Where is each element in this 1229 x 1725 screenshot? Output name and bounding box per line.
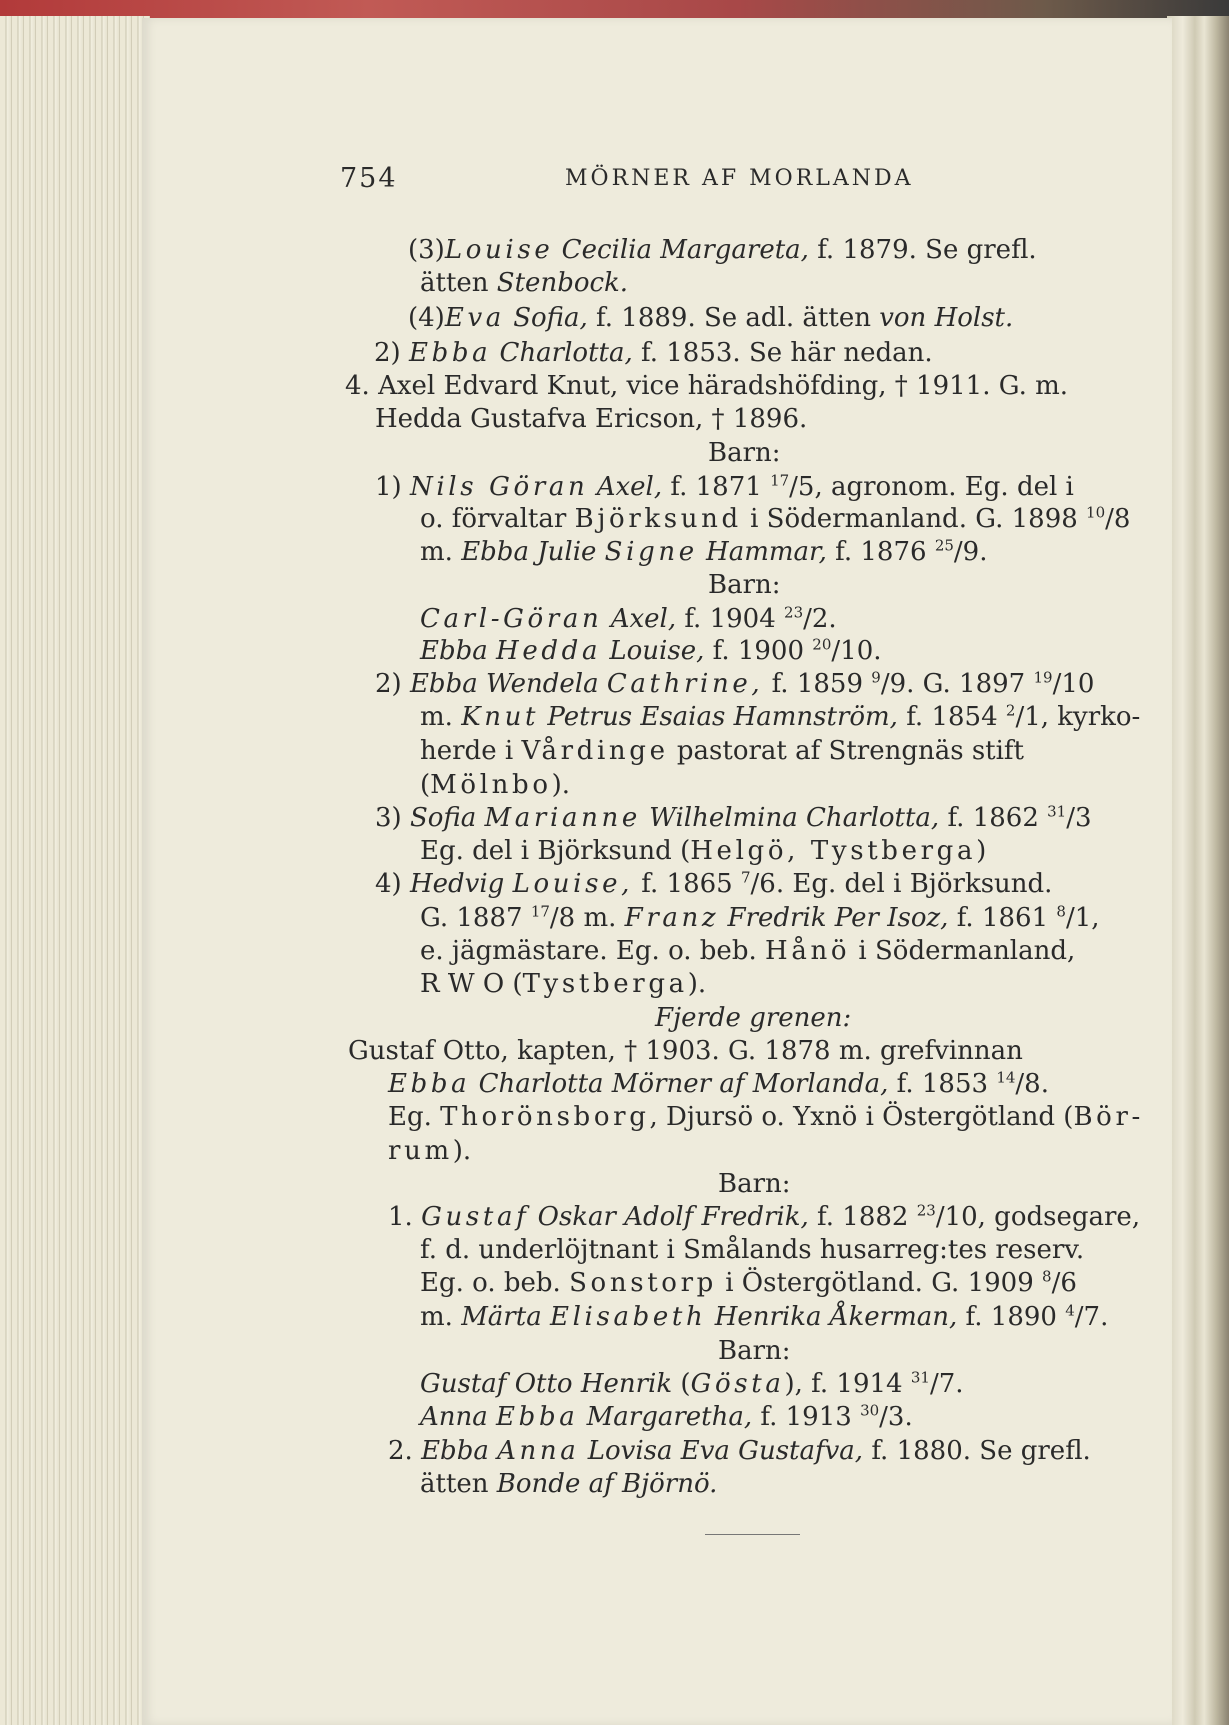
section-heading: Barn: bbox=[708, 438, 781, 468]
text-line: 3) Sofia Marianne Wilhelmina Charlotta, f. 1862 $^{31}$/3 bbox=[375, 802, 1092, 833]
text-line: m. Knut Petrus Esaias Hamnström, f. 1854 $^2$/1, kyrko- bbox=[420, 701, 1141, 732]
text-line: Ebba Charlotta Mörner af Morlanda, f. 1853 $^{14}$/8. bbox=[388, 1068, 1049, 1099]
text-line: Ebba Hedda Louise, f. 1900 $^{20}$/10. bbox=[420, 635, 882, 666]
text-line: 2) Ebba Wendela Cathrine, f. 1859 $^9$/9. G. 1897 $^{19}$/10 bbox=[375, 668, 1095, 699]
text-line: 4. Axel Edvard Knut, vice häradshöfding, † 1911. G. m. bbox=[345, 371, 1069, 401]
text-line: Eg. o. beb. Sonstorp i Östergötland. G. 1909 $^8$/6 bbox=[420, 1267, 1077, 1298]
section-heading: Barn: bbox=[708, 570, 781, 600]
section-heading: Barn: bbox=[718, 1169, 791, 1199]
text-line: Gustaf Otto, kapten, † 1903. G. 1878 m. grefvinnan bbox=[348, 1036, 1023, 1066]
text-line: Eg. del i Björksund (Helgö, Tystberga) bbox=[420, 836, 987, 866]
end-rule bbox=[705, 1534, 800, 1535]
text-line: m. Ebba Julie Signe Hammar, f. 1876 $^{25}$/9. bbox=[420, 536, 988, 567]
text-line: 1. Gustaf Oskar Adolf Fredrik, f. 1882 $^{23}$/10, godsegare, bbox=[388, 1201, 1141, 1232]
text-line: 2) Ebba Charlotta, f. 1853. Se här nedan. bbox=[374, 338, 933, 368]
page-stack-right bbox=[1167, 16, 1229, 1725]
page-number: 754 bbox=[340, 163, 398, 194]
text-line: 1) Nils Göran Axel, f. 1871 $^{17}$/5, agronom. Eg. del i bbox=[375, 471, 1074, 502]
text-line: herde i Vårdinge pastorat af Strengnäs stift bbox=[420, 736, 1025, 766]
section-heading: Barn: bbox=[718, 1336, 791, 1366]
page-stack-left bbox=[0, 16, 150, 1725]
text-line: Carl-Göran Axel, f. 1904 $^{23}$/2. bbox=[420, 603, 837, 634]
text-line: (Mölnbo). bbox=[420, 770, 571, 800]
text-line: ätten Stenbock. bbox=[420, 268, 629, 298]
text-line: Eg. Thorönsborg, Djursö o. Yxnö i Östergötland (Bör- bbox=[388, 1102, 1144, 1132]
text-line: e. jägmästare. Eg. o. beb. Hånö i Södermanland, bbox=[420, 936, 1076, 966]
text-line: ätten Bonde af Björnö. bbox=[420, 1469, 718, 1499]
section-heading: Fjerde grenen: bbox=[655, 1003, 852, 1033]
text-line: 4) Hedvig Louise, f. 1865 $^7$/6. Eg. del i Björksund. bbox=[375, 868, 1053, 899]
text-line: (4)Eva Sofia, f. 1889. Se adl. ätten von Holst. bbox=[408, 303, 1014, 333]
text-line: f. d. underlöjtnant i Smålands husarreg:tes reserv. bbox=[420, 1235, 1085, 1265]
text-line: G. 1887 $^{17}$/8 m. Franz Fredrik Per Isoz, f. 1861 $^8$/1, bbox=[420, 902, 1100, 933]
text-line: m. Märta Elisabeth Henrika Åkerman, f. 1890 $^4$/7. bbox=[420, 1301, 1109, 1332]
text-line: Anna Ebba Margaretha, f. 1913 $^{30}$/3. bbox=[420, 1401, 913, 1432]
text-line: rum). bbox=[388, 1136, 472, 1166]
text-line: Hedda Gustafva Ericson, † 1896. bbox=[375, 404, 808, 434]
text-line: 2. Ebba Anna Lovisa Eva Gustafva, f. 1880. Se grefl. bbox=[388, 1436, 1091, 1466]
running-head: MÖRNER AF MORLANDA bbox=[565, 166, 914, 191]
text-line: o. förvaltar Björksund i Södermanland. G. 1898 $^{10}$/8 bbox=[420, 503, 1131, 534]
text-line: Gustaf Otto Henrik (Gösta), f. 1914 $^{31}$/7. bbox=[420, 1368, 964, 1399]
text-line: (3)Louise Cecilia Margareta, f. 1879. Se grefl. bbox=[408, 235, 1037, 265]
text-line: R W O (Tystberga). bbox=[420, 969, 707, 999]
